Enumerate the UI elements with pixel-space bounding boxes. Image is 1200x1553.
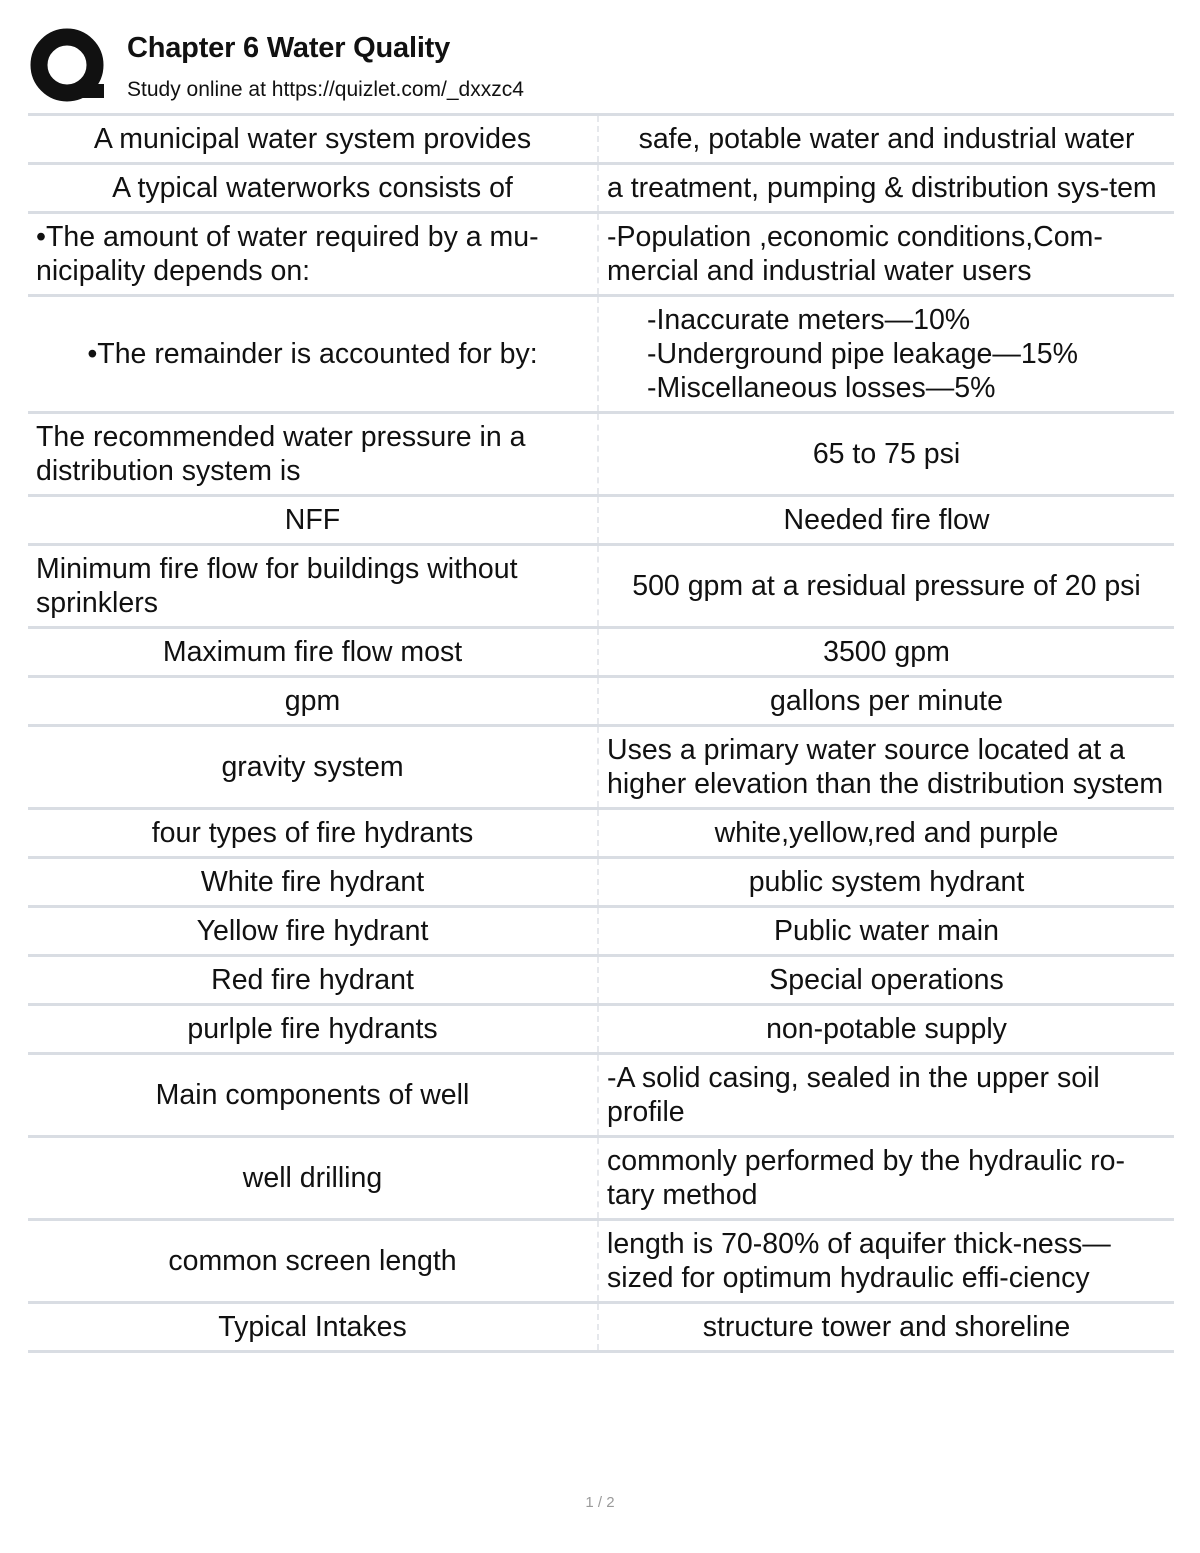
table-row — [28, 164, 1174, 213]
card-definition: 500 gpm at a residual pressure of 20 psi — [598, 545, 1174, 628]
table-row — [28, 907, 1174, 956]
card-definition: gallons per minute — [598, 677, 1174, 726]
card-definition: 3500 gpm — [598, 628, 1174, 677]
table-row — [28, 1005, 1174, 1054]
card-definition: 65 to 75 psi — [598, 413, 1174, 496]
card-definition: white,yellow,red and purple — [598, 809, 1174, 858]
page-number: 1 / 2 — [585, 1494, 615, 1511]
card-term: Typical Intakes — [218, 1311, 407, 1343]
card-definition: -Inaccurate meters—10% -Underground pipe leakage—15% -Miscellaneous losses—5% — [598, 296, 1174, 413]
card-term: NFF — [284, 504, 341, 536]
card-definition: Needed fire flow — [598, 496, 1174, 545]
table-row — [28, 677, 1174, 726]
quizlet-logo-icon — [30, 28, 108, 106]
table-row — [28, 628, 1174, 677]
card-term: common screen length — [168, 1245, 457, 1277]
card-definition: public system hydrant — [598, 858, 1174, 907]
card-term: Minimum fire flow for buildings without sprinklers — [36, 553, 518, 619]
card-definition: -Population ,economic conditions,Com-mercial and industrial water users — [598, 213, 1174, 296]
card-definition: length is 70-80% of aquifer thick-ness—sized for optimum hydraulic effi-ciency — [598, 1220, 1174, 1303]
table-row — [28, 809, 1174, 858]
card-term: •The remainder is accounted for by: — [87, 338, 538, 370]
card-term: Main components of well — [155, 1079, 470, 1111]
card-term: gravity system — [221, 751, 404, 783]
card-definition: non-potable supply — [598, 1005, 1174, 1054]
card-term: The recommended water pressure in a distribution system is — [36, 421, 526, 487]
card-term: Maximum fire flow most — [162, 636, 463, 668]
card-term: well drilling — [242, 1162, 383, 1194]
flashcard-table — [28, 113, 1174, 1353]
card-term: four types of fire hydrants — [151, 817, 474, 849]
table-row — [28, 413, 1174, 496]
card-definition: structure tower and shoreline — [598, 1303, 1174, 1352]
table-row — [28, 858, 1174, 907]
card-definition: Public water main — [598, 907, 1174, 956]
table-row — [28, 956, 1174, 1005]
card-definition: safe, potable water and industrial water — [598, 115, 1174, 164]
card-definition: Uses a primary water source located at a higher elevation than the distribution system — [598, 726, 1174, 809]
table-row — [28, 496, 1174, 545]
table-row — [28, 545, 1174, 628]
card-term: •The amount of water required by a mu-nicipality depends on: — [36, 221, 539, 287]
table-row — [28, 115, 1174, 164]
study-link[interactable]: Study online at https://quizlet.com/_dxxzc4 — [127, 78, 524, 101]
card-definition: -A solid casing, sealed in the upper soil profile — [598, 1054, 1174, 1137]
table-row — [28, 726, 1174, 809]
table-row — [28, 1303, 1174, 1352]
table-row — [28, 1137, 1174, 1220]
card-term: Yellow fire hydrant — [196, 915, 429, 947]
card-term: A typical waterworks consists of — [112, 172, 513, 204]
card-definition: commonly performed by the hydraulic ro-tary method — [598, 1137, 1174, 1220]
table-row — [28, 1220, 1174, 1303]
card-term: purlple fire hydrants — [187, 1013, 438, 1045]
card-term: A municipal water system provides — [93, 123, 532, 155]
page-title: Chapter 6 Water Quality — [127, 32, 451, 64]
card-definition: a treatment, pumping & distribution sys-tem — [598, 164, 1174, 213]
card-definition: Special operations — [598, 956, 1174, 1005]
table-row — [28, 213, 1174, 296]
page-header — [30, 28, 1170, 108]
table-row — [28, 1054, 1174, 1137]
card-term: Red fire hydrant — [211, 964, 414, 996]
card-term: White fire hydrant — [200, 866, 425, 898]
card-term: gpm — [284, 685, 341, 717]
table-row — [28, 296, 1174, 413]
